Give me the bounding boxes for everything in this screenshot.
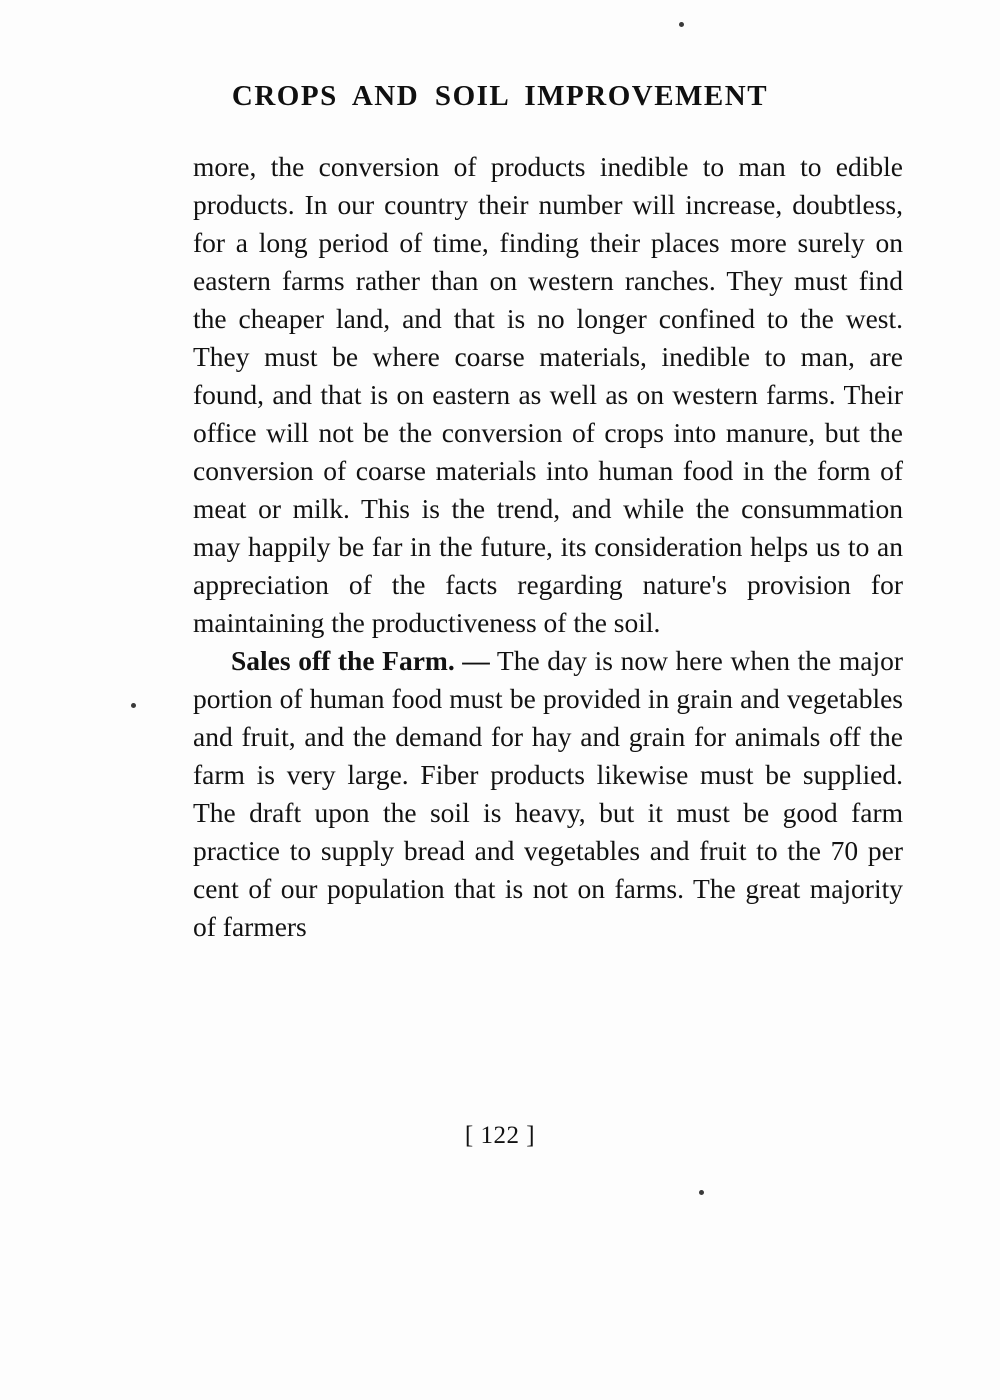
sidehead-sales-off-the-farm: Sales off the Farm. — [231,645,490,676]
running-head: CROPS AND SOIL IMPROVEMENT [231,80,769,112]
paragraph-continued [193,148,903,642]
page-number: [ 122 ] [464,1122,536,1149]
paragraph-sales-off-the-farm [193,642,903,946]
paragraph-continued-text: more, the conversion of products inedible to man to edible products. In our country their number will increase, doubtless, for a long period of time, finding their places more surely on eastern farms rather than on western ranches. They must find the cheaper land, and that is no longer confined to the west. They must be where coarse materials, inedible to man, are found, and that is on eastern as well as on western farms. Their office will not be the conversion of crops into manure, but the conversion of coarse materials into human food in the form of meat or milk. This is the trend, and while the consummation may happily be far in the future, its consideration helps us to an appreciation of the facts regarding nature's provision for maintaining the productiveness of the soil. [193,151,903,638]
page-speck-top [679,22,684,27]
body-text [193,148,903,946]
page-speck-bottom [699,1190,704,1195]
paragraph-sales-off-the-farm-text: The day is now here when the major portion of human food must be provided in grain and vegetables and fruit, and the demand for hay and grain for animals off the farm is very large. Fiber products likewise must be supplied. The draft upon the soil is heavy, but it must be good farm practice to supply bread and vegetables and fruit to the 70 per cent of our population that is not on farms. The great majority of farmers [193,645,903,942]
page-speck-left [131,703,136,708]
